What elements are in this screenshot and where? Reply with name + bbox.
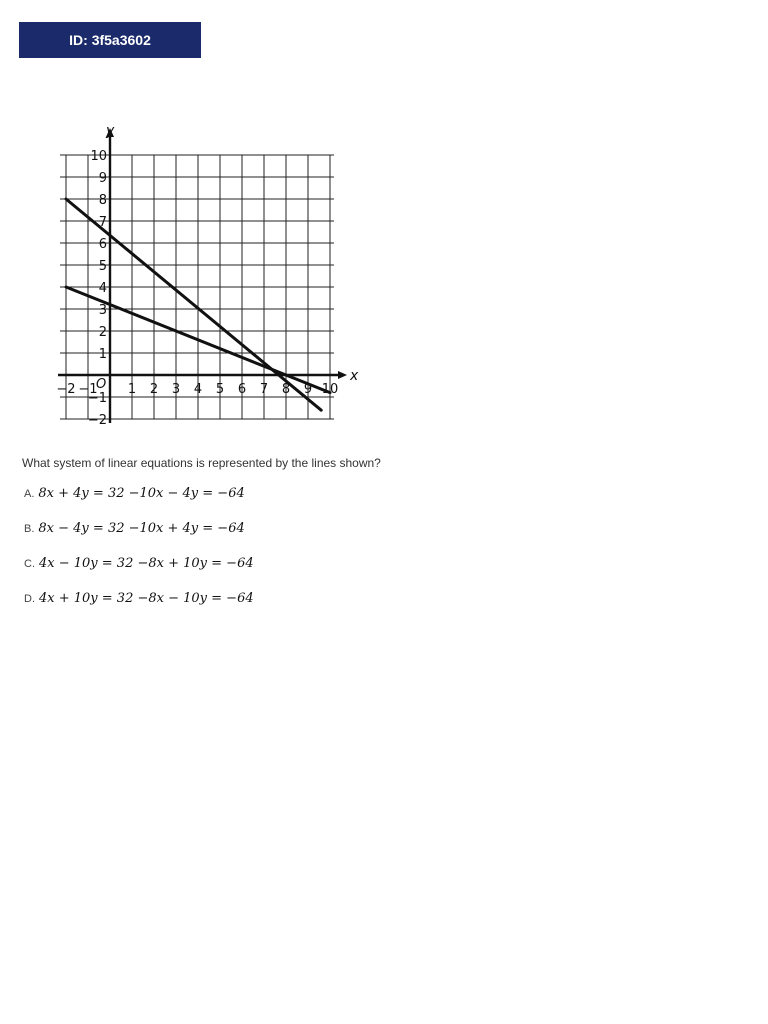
choice-letter: C. <box>24 558 35 570</box>
choice-b[interactable] <box>24 519 254 554</box>
x-tick-label: −2 <box>56 382 76 397</box>
choice-d[interactable] <box>24 589 254 624</box>
y-tick-label: 5 <box>98 259 107 274</box>
choice-c[interactable] <box>24 554 254 589</box>
x-axis-label: x <box>350 368 359 384</box>
y-tick-label: 3 <box>98 303 107 318</box>
x-tick-label: 1 <box>127 382 137 397</box>
y-tick-label: 9 <box>98 171 107 186</box>
choice-letter: A. <box>24 488 35 500</box>
choice-expression: 8x − 4y = 32 −10x + 4y = −64 <box>38 521 245 536</box>
choice-letter: B. <box>24 523 35 535</box>
x-tick-label: 4 <box>193 382 203 397</box>
x-tick-label: 6 <box>237 382 247 397</box>
y-tick-label: −2 <box>87 413 107 428</box>
y-tick-label: 10 <box>90 149 107 164</box>
question-text: What system of linear equations is represented by the lines shown? <box>22 456 381 470</box>
id-label: ID: 3f5a3602 <box>69 32 151 48</box>
id-badge <box>19 22 201 58</box>
choice-expression: 8x + 4y = 32 −10x − 4y = −64 <box>38 486 245 501</box>
y-tick-label: 1 <box>98 347 107 362</box>
x-tick-label: 5 <box>215 382 225 397</box>
choice-expression: 4x + 10y = 32 −8x − 10y = −64 <box>39 591 254 606</box>
y-tick-label: 6 <box>98 237 107 252</box>
x-tick-label: 2 <box>149 382 159 397</box>
y-tick-label: 8 <box>98 193 107 208</box>
x-tick-label: 7 <box>259 382 269 397</box>
coordinate-graph <box>44 110 364 445</box>
x-tick-label: −1 <box>78 382 98 397</box>
graph-svg <box>44 110 364 440</box>
x-tick-label: 3 <box>171 382 181 397</box>
x-tick-label: 9 <box>303 382 313 397</box>
choice-letter: D. <box>24 593 35 605</box>
y-tick-label: 2 <box>98 325 107 340</box>
origin-label: O <box>96 377 107 392</box>
y-tick-label: 7 <box>98 215 107 230</box>
x-tick-label: 10 <box>321 382 339 397</box>
choice-a[interactable] <box>24 484 254 519</box>
choice-expression: 4x − 10y = 32 −8x + 10y = −64 <box>39 556 254 571</box>
x-tick-label: 8 <box>281 382 291 397</box>
answer-choices <box>24 484 254 624</box>
x-axis-arrow <box>338 371 347 379</box>
y-axis-label: y <box>106 123 115 139</box>
y-tick-label: −1 <box>87 391 107 406</box>
y-tick-label: 4 <box>98 281 107 296</box>
